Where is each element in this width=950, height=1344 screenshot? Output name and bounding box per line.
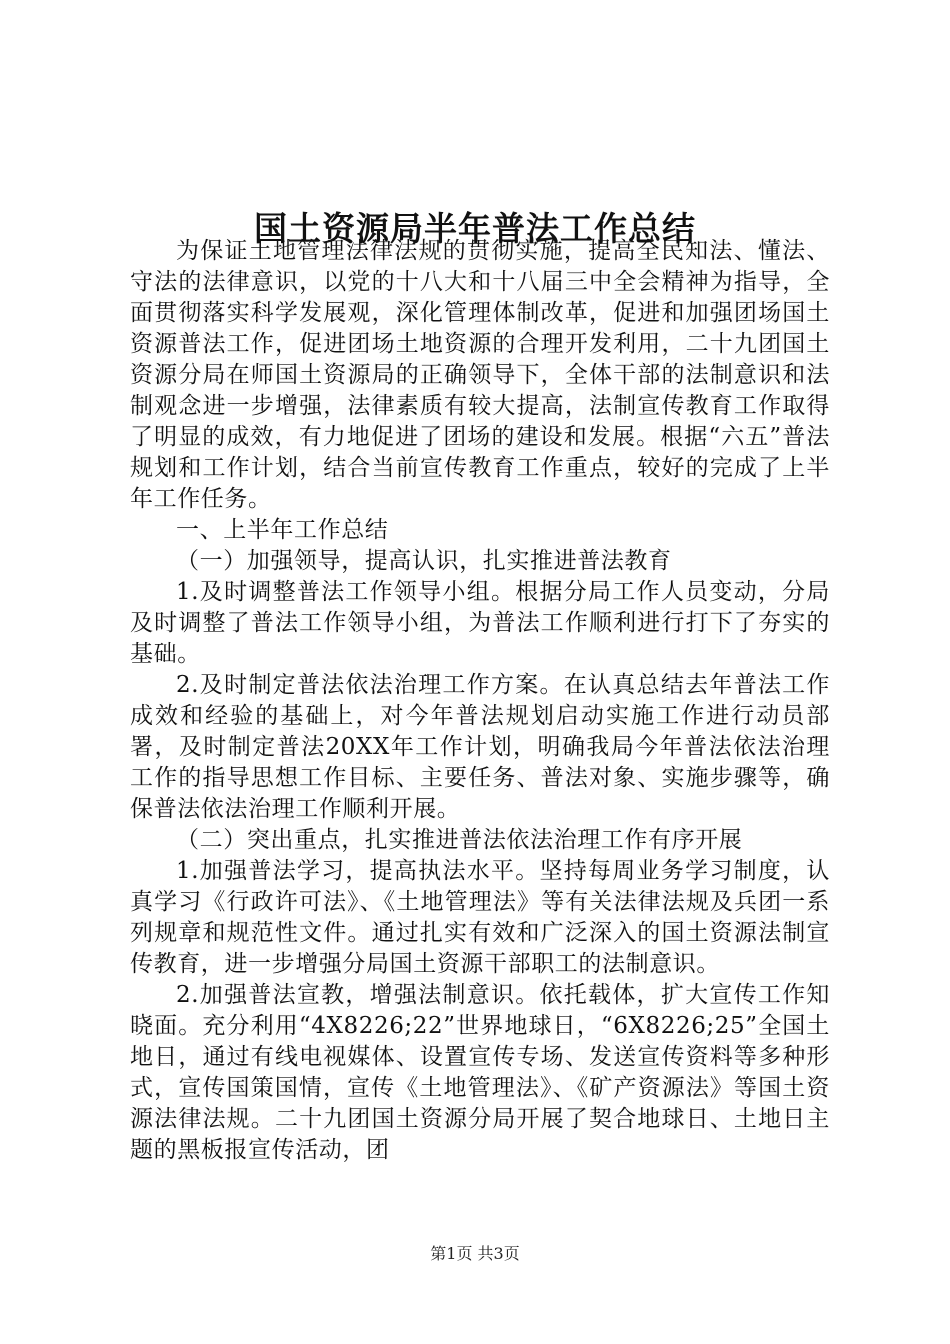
document-title: 国土资源局半年普法工作总结 [254, 209, 696, 249]
body-paragraph: 1.加强普法学习，提高执法水平。坚持每周业务学习制度，认真学习《行政许可法》、《土地管理法》等有关法律法规及兵团一系列规章和规范性文件。通过扎实有效和广泛深入的国土资源法制宣传教育，进一步增强分局国土资源干部职工的法制意识。 [130, 858, 830, 977]
document-body [130, 236, 830, 1166]
intro-paragraph: 为保证土地管理法律法规的贯彻实施，提高全民知法、懂法、守法的法律意识，以党的十八大和十八届三中全会精神为指导，全面贯彻落实科学发展观，深化管理体制改革，促进和加强团场国土资源普法工作，促进团场土地资源的合理开发利用，二十九团国土资源分局在师国土资源局的正确领导下，全体干部的法制意识和法制观念进一步增强，法律素质有较大提高，法制宣传教育工作取得了明显的成效，有力地促进了团场的建设和发展。根据“六五”普法规划和工作计划，结合当前宣传教育工作重点，较好的完成了上半年工作任务。 [130, 238, 830, 512]
body-paragraph: 2.及时制定普法依法治理工作方案。在认真总结去年普法工作成效和经验的基础上，对今年普法规划启动实施工作进行动员部署，及时制定普法20XX年工作计划，明确我局今年普法依法治理工作的指导思想工作目标、主要任务、普法对象、实施步骤等，确保普法依法治理工作顺利开展。 [130, 672, 830, 822]
subsection-heading: （二）突出重点，扎实推进普法依法治理工作有序开展 [176, 827, 743, 853]
body-paragraph: 2.加强普法宣教，增强法制意识。依托载体，扩大宣传工作知晓面。充分利用“4X8226;22”世界地球日，“6X8226;25”全国土地日，通过有线电视媒体、设置宣传专场、发送宣传资料等多种形式，宣传国策国情，宣传《土地管理法》、《矿产资源法》等国土资源法律法规。二十九团国土资源分局开展了契合地球日、土地日主题的黑板报宣传活动，团 [130, 982, 830, 1163]
section-heading: 一、上半年工作总结 [176, 517, 389, 543]
subsection-heading: （一）加强领导，提高认识，扎实推进普法教育 [176, 548, 672, 574]
page-footer: 第1页 共3页 [430, 1244, 520, 1263]
body-paragraph: 1.及时调整普法工作领导小组。根据分局工作人员变动，分局及时调整了普法工作领导小组，为普法工作顺利进行打下了夯实的基础。 [130, 579, 830, 667]
